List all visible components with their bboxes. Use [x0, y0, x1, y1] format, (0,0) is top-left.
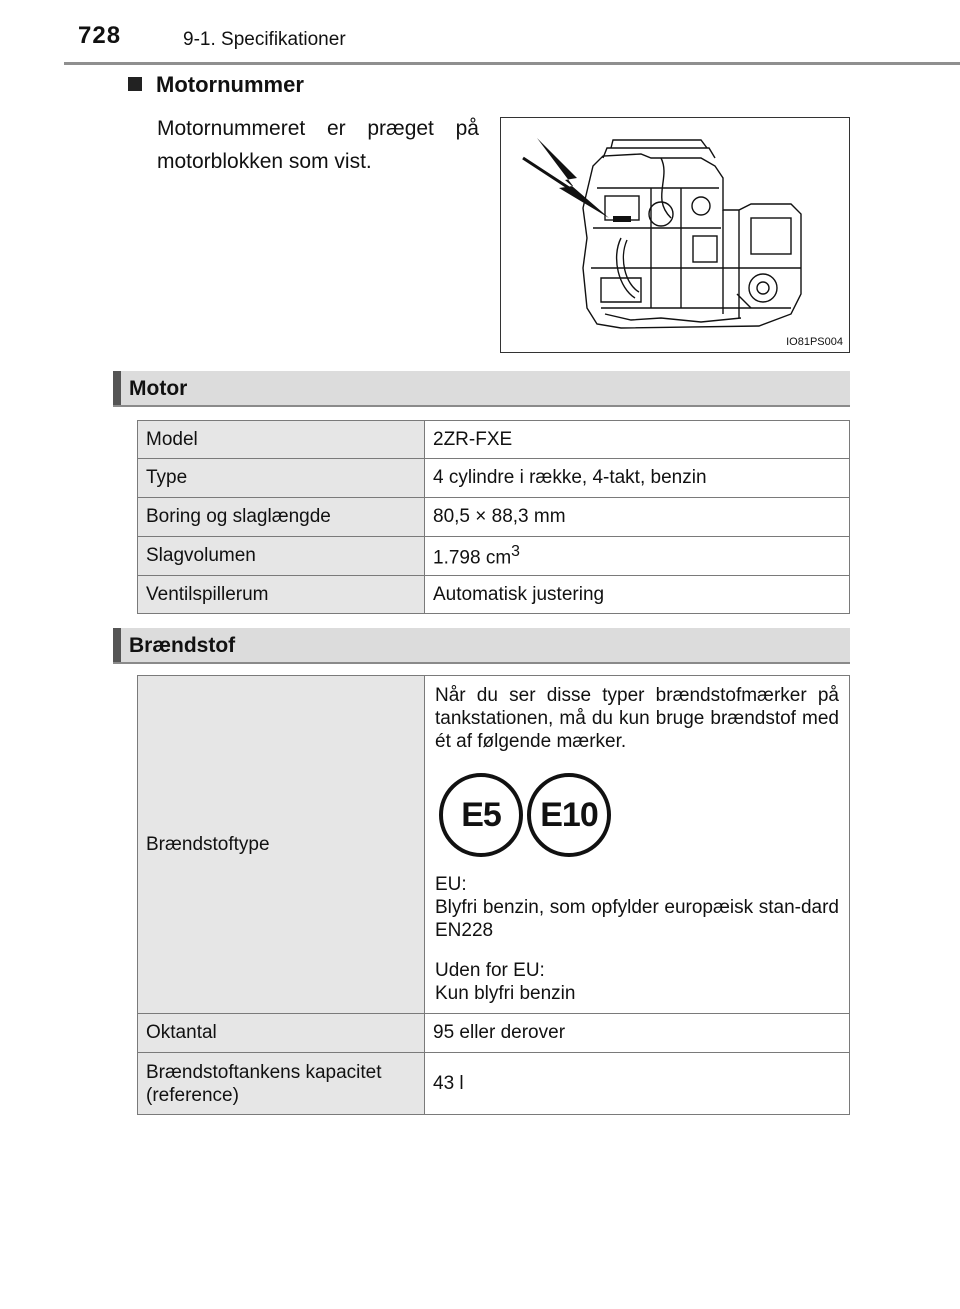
bullet-square-icon [128, 77, 142, 91]
header-rule [64, 62, 960, 65]
section-title-fuel: Brændstof [129, 634, 236, 657]
engine-drawing-icon [501, 118, 850, 353]
fuel-type-cell [425, 676, 850, 1014]
table-row [138, 459, 850, 498]
engine-number-heading-text: Motornummer [156, 72, 304, 97]
section-accent [113, 628, 121, 662]
spec-value: 80,5 × 88,3 mm [425, 498, 850, 537]
displacement-unit-exponent: 3 [511, 542, 520, 560]
page-header [0, 0, 960, 66]
motor-table [137, 420, 850, 614]
fuel-intro-text: Når du ser disse typer brændstofmærker på tankstationen, må du kun bruge brændstof med ét af følgende mærker. [435, 685, 839, 752]
spec-value: Automatisk justering [425, 576, 850, 614]
e5-label-icon: E5 [439, 773, 523, 857]
page-number: 728 [78, 22, 122, 49]
table-row [138, 576, 850, 614]
non-eu-heading: Uden for EU: [435, 960, 545, 981]
displacement-value: 1.798 cm [433, 547, 512, 569]
figure-code: IO81PS004 [786, 336, 843, 348]
spec-value: 95 eller derover [425, 1014, 850, 1053]
eu-heading: EU: [435, 874, 467, 895]
spec-label: Slagvolumen [138, 537, 425, 576]
fuel-table [137, 675, 850, 1115]
spec-label: Brændstoftype [138, 676, 425, 1014]
spec-label: Boring og slaglængde [138, 498, 425, 537]
non-eu-text: Kun blyfri benzin [435, 983, 576, 1004]
engine-illustration [500, 117, 850, 353]
section-accent [113, 371, 121, 405]
e10-label-icon: E10 [527, 773, 611, 857]
spec-value: 43 l [425, 1053, 850, 1115]
engine-number-heading [128, 72, 304, 98]
table-row [138, 421, 850, 459]
spec-value [425, 537, 850, 576]
spec-label: Oktantal [138, 1014, 425, 1053]
table-row [138, 1014, 850, 1053]
spec-label: Ventilspillerum [138, 576, 425, 614]
spec-label: Model [138, 421, 425, 459]
eu-text: Blyfri benzin, som opfylder europæisk stan-dard EN228 [435, 897, 839, 941]
table-row [138, 537, 850, 576]
spec-value: 2ZR-FXE [425, 421, 850, 459]
table-row [138, 676, 850, 1014]
spec-label: Brændstoftankens kapacitet (reference) [138, 1053, 425, 1115]
engine-number-text: Motornummeret er præget på motorblokken som vist. [157, 117, 479, 173]
table-row [138, 498, 850, 537]
section-title-motor: Motor [129, 377, 188, 400]
table-row [138, 1053, 850, 1115]
section-header-fuel [113, 628, 850, 664]
chapter-title: 9-1. Specifikationer [183, 29, 346, 50]
fuel-labels [439, 773, 839, 857]
spec-value: 4 cylindre i række, 4-takt, benzin [425, 459, 850, 498]
section-header-motor [113, 371, 850, 407]
spec-label: Type [138, 459, 425, 498]
